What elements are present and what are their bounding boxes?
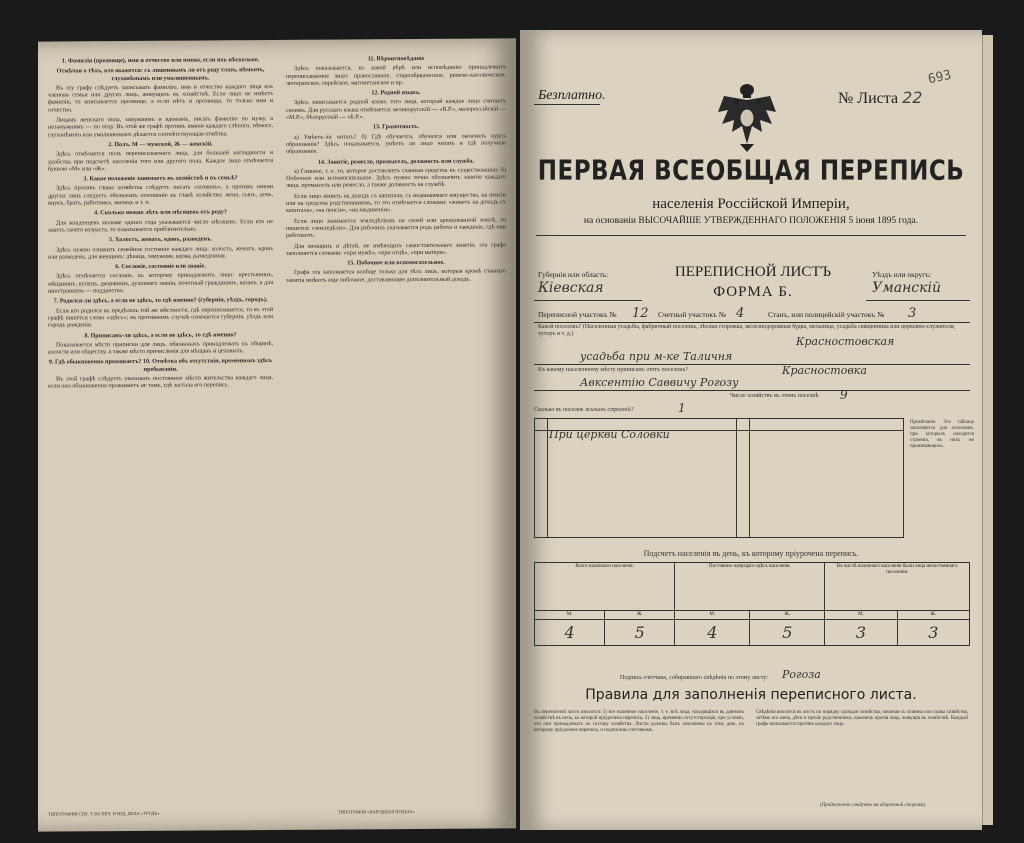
- count-value: 4: [675, 620, 750, 646]
- lived-label: Сколько въ поселкѣ жилыхъ строеній?: [534, 407, 634, 413]
- page-edges: [982, 35, 993, 825]
- count-sex-m: М.: [675, 611, 750, 620]
- instruction-heading: 8. Приписанъ-ли здѣсь, а если не здѣсь, то гдѣ именно?: [84, 331, 237, 339]
- count-value: 3: [825, 620, 897, 646]
- count-value: 5: [750, 620, 825, 646]
- list-number-value: 22: [902, 88, 923, 107]
- schet-value: 4: [736, 306, 745, 321]
- hoz-value: 9: [840, 388, 848, 402]
- instruction-paragraph: Въ этой графѣ слѣдуетъ указывать постоянное мѣсто жительства каждаго лица, если оно обыкновенно проживаетъ не тамъ, гдѣ застала его перепись.: [48, 375, 273, 390]
- instruction-paragraph: Для женщинъ и дѣтей, не имѣющихъ самостоятельнаго занятія, эта графа заполняется словами: «при мужѣ», «при отцѣ», «при матери».: [286, 241, 506, 257]
- instruction-paragraph: Если лицо живетъ на доходъ съ капитала, съ недвижимаго имущества, на пенсіи или на средства родственниковъ, то это отмѣчается словами: «живетъ на доходъ съ капитала», «на пенсіи», «на иждивеніи».: [286, 192, 506, 215]
- instruction-paragraph: Для младенцевъ моложе одного года указывается число мѣсяцевъ. Если кто не знаетъ своего возраста, то показывается приблизительно.: [48, 218, 273, 234]
- signature-label: Подпись счетчика, собиравшаго свѣдѣнія по этому листу:: [620, 675, 768, 681]
- instruction-paragraph: Показывается мѣсто приписки для лицъ, обязанныхъ принадлежать къ общинѣ, волости или обществу, а также мѣсто причисленія для мѣщанъ и цеховыхъ.: [48, 340, 273, 356]
- instruction-heading: 1. Фамилія (прозвище), имя и отчество или имена, если ихъ нѣсколько.: [61, 57, 260, 65]
- instruction-heading: Отмѣчая о тѣхъ, кто окажется: съ лишеннымъ ли отъ роду глазъ, нѣмымъ, глухонѣмымъ или умалишеннымъ.: [56, 67, 265, 82]
- census-subtitle: населенія Россійской Имперіи,: [652, 196, 850, 212]
- instruction-heading: 2. Полъ. М — мужской, Ж — женскій.: [108, 141, 213, 149]
- divider: [536, 235, 966, 236]
- poselok-value-2: усадьба при м-ке Таличня: [580, 350, 733, 363]
- right-page: [520, 30, 982, 830]
- instruction-paragraph: Здѣсь отмѣчается полъ переписываемаго лица, для большей наглядности и удобства при подсчетѣ населенія того или другого пола. Каждое лицо отмѣчается буквою «М» или «Ж».: [48, 150, 273, 173]
- gubernia-value: Кіевская: [538, 280, 604, 296]
- count-header-total: Всего наличнаго населенія.: [535, 563, 675, 611]
- poselok-line: [534, 364, 970, 365]
- instruction-heading: 11. Вѣроисповѣданіе: [367, 55, 425, 63]
- instruction-heading: 13. Грамотность.: [372, 124, 420, 131]
- instruction-paragraph: Здѣсь показывается, къ какой вѣрѣ или исповѣданію принадлежитъ переписываемое лицо: православное, старообрядческое, римско-католическое, лютеранское, еврейское, магометанское и пр.: [286, 64, 506, 87]
- instructions-column-1: [48, 54, 273, 796]
- poselok-label: Какой поселокъ? (Населенныя усадьбы, фабричный поселокъ, лѣсная сторожка, железнодорожная будка, мельница, усадьба священника или церковно-служителя, хуторъ и т. д.): [538, 324, 956, 338]
- instruction-paragraph: Въ эту графу слѣдуетъ записывать фамилію, имя и отчество каждаго лица изъ членовъ семьи или других лицъ, живущихъ въ хозяйствѣ. Если лицо не имѣетъ фамиліи, то вписывается прозвище, а если нѣтъ и прозвища, то только имя и отчество.: [48, 83, 273, 114]
- uchastok-line: [534, 322, 970, 323]
- schet-label: Счетный участокъ №: [658, 310, 726, 319]
- instruction-heading: 9. Гдѣ обыкновенно проживаетъ? 10. Отмѣтка объ отсутствіи, временномъ здѣсь пребываніи.: [48, 358, 273, 373]
- census-title: ПЕРВАЯ ВСЕОБЩАЯ ПЕРЕПИСЬ: [537, 155, 965, 187]
- instruction-heading: 3. Какое положеніе занимаетъ въ хозяйствѣ и въ семьѣ?: [83, 175, 238, 183]
- buildings-table: [534, 418, 904, 538]
- instruction-paragraph: Лицамъ женскаго пола, замужнимъ и вдовымъ, писать фамилію по мужу, а незамужнимъ — по отцу. Въ этой же графѣ противъ имени каждаго слѣпого, нѣмого, глухонѣмого или умалишеннаго дѣлается соотвѣтствующая отмѣтка.: [48, 116, 273, 139]
- instruction-heading: 4. Сколько можно лѣтъ или мѣсяцевъ отъ роду?: [94, 209, 227, 217]
- buildings-header-cell: [737, 419, 750, 431]
- instruction-heading: 6. Сословіе, состояніе или званіе.: [115, 263, 206, 271]
- archive-stamp-number: 693: [926, 67, 953, 88]
- uezd-line: [866, 300, 970, 301]
- count-header-resident: Постоянно живущаго здѣсь населенія.: [675, 563, 825, 611]
- count-sex-f: Ж.: [605, 611, 675, 620]
- buildings-cell: [750, 431, 904, 538]
- instruction-paragraph: Здѣсь нужно означить семейное состояніе каждаго лица: холостъ, женатъ, вдовъ или разведенъ, для женщинъ: дѣвица, замужняя, вдова, разведенная.: [48, 245, 273, 261]
- instruction-paragraph: Здѣсь отмѣчается сословіе, къ которому принадлежитъ лицо: крестьянинъ, мѣщанинъ, купецъ, дворянинъ, духовнаго званія, почетный гражданинъ, казакъ, а для иностранцевъ — подданство.: [48, 272, 273, 295]
- count-sex-m: М.: [825, 611, 897, 620]
- instructions-column-2: [286, 52, 506, 794]
- left-page: [38, 38, 516, 831]
- gubernia-label: Губернія или область:: [538, 270, 609, 279]
- count-value: 5: [605, 620, 675, 646]
- uchastok-label: Переписной участокъ №: [538, 310, 617, 319]
- rules-column-1: Въ переписной листъ вносятся: 1) все наличное населеніе, т. е. всѣ лица, находящіяся въ данномъ хозяйствѣ въ ночь, къ которой пріурочена перепись; 2) лица, временно отсутствующія, при условіи, что они принадлежатъ къ составу хозяйства. Листы должны быть заполнены къ тому дню, къ которому пріурочена перепись, и подписаны счетчикомъ.: [534, 710, 744, 733]
- uezd-label: Уѣздъ или округъ:: [872, 270, 932, 279]
- rules-column-2: Свѣдѣнія вносятся въ листъ по порядку граждан хозяйства, начиная съ хозяина или главы хозяйства, затѣмъ его жена, дѣти и прочіе родственники, наконецъ прочія лица, живущія въ хозяйствѣ. Каждый графъ вписывается противъ каждаго лица.: [756, 710, 968, 727]
- hoz-label: Число хозяйствъ въ этомъ поселкѣ: [730, 393, 819, 399]
- lived-value: 1: [678, 401, 686, 415]
- instruction-heading: 12. Родной языкъ.: [371, 90, 421, 97]
- instruction-heading: 5. Холостъ, женатъ, вдовъ, разведенъ.: [108, 236, 213, 244]
- near-label: Къ какому населенному мѣсту приписанъ этотъ поселокъ?: [538, 367, 688, 373]
- buildings-header-cell: [750, 419, 904, 431]
- count-title: Подсчетъ населенія въ день, къ которому пріурочена перепись.: [643, 549, 859, 558]
- instruction-paragraph: а) Главное, т. е. то, которое доставляетъ главныя средства къ существованію; б) Побочное или вспомогательное. Здѣсь нужно точно обозначить занятіе каждаго лица, промыселъ или ремесло, а также должность на службѣ.: [286, 167, 506, 190]
- count-value: 3: [897, 620, 969, 646]
- count-header-temporary: Въ числѣ наличнаго населенія были лица непостояннаго поселенія.: [825, 563, 970, 611]
- count-sex-m: М.: [535, 611, 605, 620]
- imperial-eagle-emblem: [716, 82, 778, 152]
- instruction-paragraph: а) Умѣетъ-ли читать? б) Гдѣ обучается, обучался или окончилъ курсъ образованія? Здѣсь показывается, умѣетъ ли лицо читать и гдѣ получило образованіе.: [286, 133, 506, 156]
- signature-value: Рогоза: [782, 668, 821, 681]
- instruction-paragraph: Если кто родился въ предѣлахъ той же мѣстности, гдѣ переписывается, то въ этой графѣ пишется слово «здѣсь»; въ противномъ случаѣ означается губернія, уѣздъ или городъ рожденія.: [48, 306, 273, 329]
- buildings-header-cell: [535, 419, 548, 431]
- count-sex-f: Ж.: [750, 611, 825, 620]
- near-value: Красностовка: [782, 364, 867, 377]
- count-sex-f: Ж.: [897, 611, 969, 620]
- count-table: [534, 562, 970, 646]
- buildings-handwriting: При церкви Соловки: [549, 428, 670, 441]
- free-label: Безплатно.: [538, 88, 606, 103]
- census-basis: на основаніи ВЫСОЧАЙШЕ УТВЕРЖДЕННАГО ПОЛОЖЕНІЯ 5 іюня 1895 года.: [583, 216, 919, 226]
- buildings-cell: [548, 428, 737, 538]
- stan-value: 3: [908, 306, 917, 321]
- uezd-value: Уманскій: [872, 280, 941, 296]
- instruction-heading: 15. Побочное или вспомогательное.: [347, 259, 445, 267]
- gubernia-line: [534, 300, 642, 301]
- instruction-paragraph: Графа эта заполняется вообще только для тѣхъ лицъ, которыя кромѣ главнаго занятія имѣютъ еще побочное, доставляющее дополнительный доходъ.: [286, 268, 506, 284]
- buildings-note: Примѣчаніе. Эта таблица заполняется для поселковъ, при которыхъ находятся строенія, въ нихъ же проживающихъ.: [910, 420, 974, 449]
- form-name: ФОРМА Б.: [713, 284, 793, 300]
- instruction-heading: 14. Занятіе, ремесло, промыселъ, должность или служба.: [317, 158, 475, 166]
- buildings-cell: [737, 431, 750, 538]
- poselok-value-1: Красностовская: [796, 335, 895, 348]
- instruction-paragraph: Если лицо занимается земледѣліемъ на своей или арендованной землѣ, то пишется: «земледѣліе». Для рабочихъ указывается родъ работы и заведеніе, гдѣ они работаютъ.: [286, 217, 506, 240]
- printer-imprint-left: ТИПОГРАФИЯ СПБ. Т-ВА ПЕЧ. И ИЗД. ДѢЛА «ТРУДЪ»: [48, 810, 160, 817]
- free-underline: [534, 104, 600, 105]
- list-number-label: № Листа: [838, 90, 899, 107]
- instruction-paragraph: Здѣсь противъ главы хозяйства слѣдуетъ писать «хозяинъ», а противъ имени других лицъ следуетъ обозначать отношеніе къ главѣ хозяйства: жена, сынъ, дочь, внукъ, братъ, работникъ, жилецъ и т. п.: [48, 184, 273, 207]
- instruction-heading: 7. Родился-ли здѣсь, а если не здѣсь, то гдѣ именно? (губернія, уѣздъ, городъ).: [53, 297, 268, 305]
- printer-imprint-right: ТИПОГРАФІЯ «НАРОДНАЯ ПОЛЬЗА»: [338, 809, 415, 815]
- stan-label: Станъ, или полицейскій участокъ №: [768, 310, 885, 319]
- instruction-paragraph: Здѣсь записывается родной языкъ того лица, который каждое лицо считаетъ своимъ. Для русскаго языка отмѣчается: великорусскій — «В.Р.», малороссійскій — «М.Р.», бѣлорусскій — «Б.Р.».: [286, 98, 506, 122]
- count-value: 4: [535, 620, 605, 646]
- owner-line: [534, 390, 970, 391]
- list-number: [838, 88, 922, 108]
- owner-value: Авксентію Саввичу Рогозу: [580, 376, 739, 389]
- continuation-note: (Продолженіе слѣдуетъ на оборотной сторонѣ): [820, 803, 926, 808]
- rules-title: Правила для заполненія переписного листа.: [585, 687, 917, 703]
- uchastok-value: 12: [632, 306, 649, 321]
- buildings-cell: [535, 431, 548, 538]
- form-title: ПЕРЕПИСНОЙ ЛИСТЪ: [674, 264, 832, 280]
